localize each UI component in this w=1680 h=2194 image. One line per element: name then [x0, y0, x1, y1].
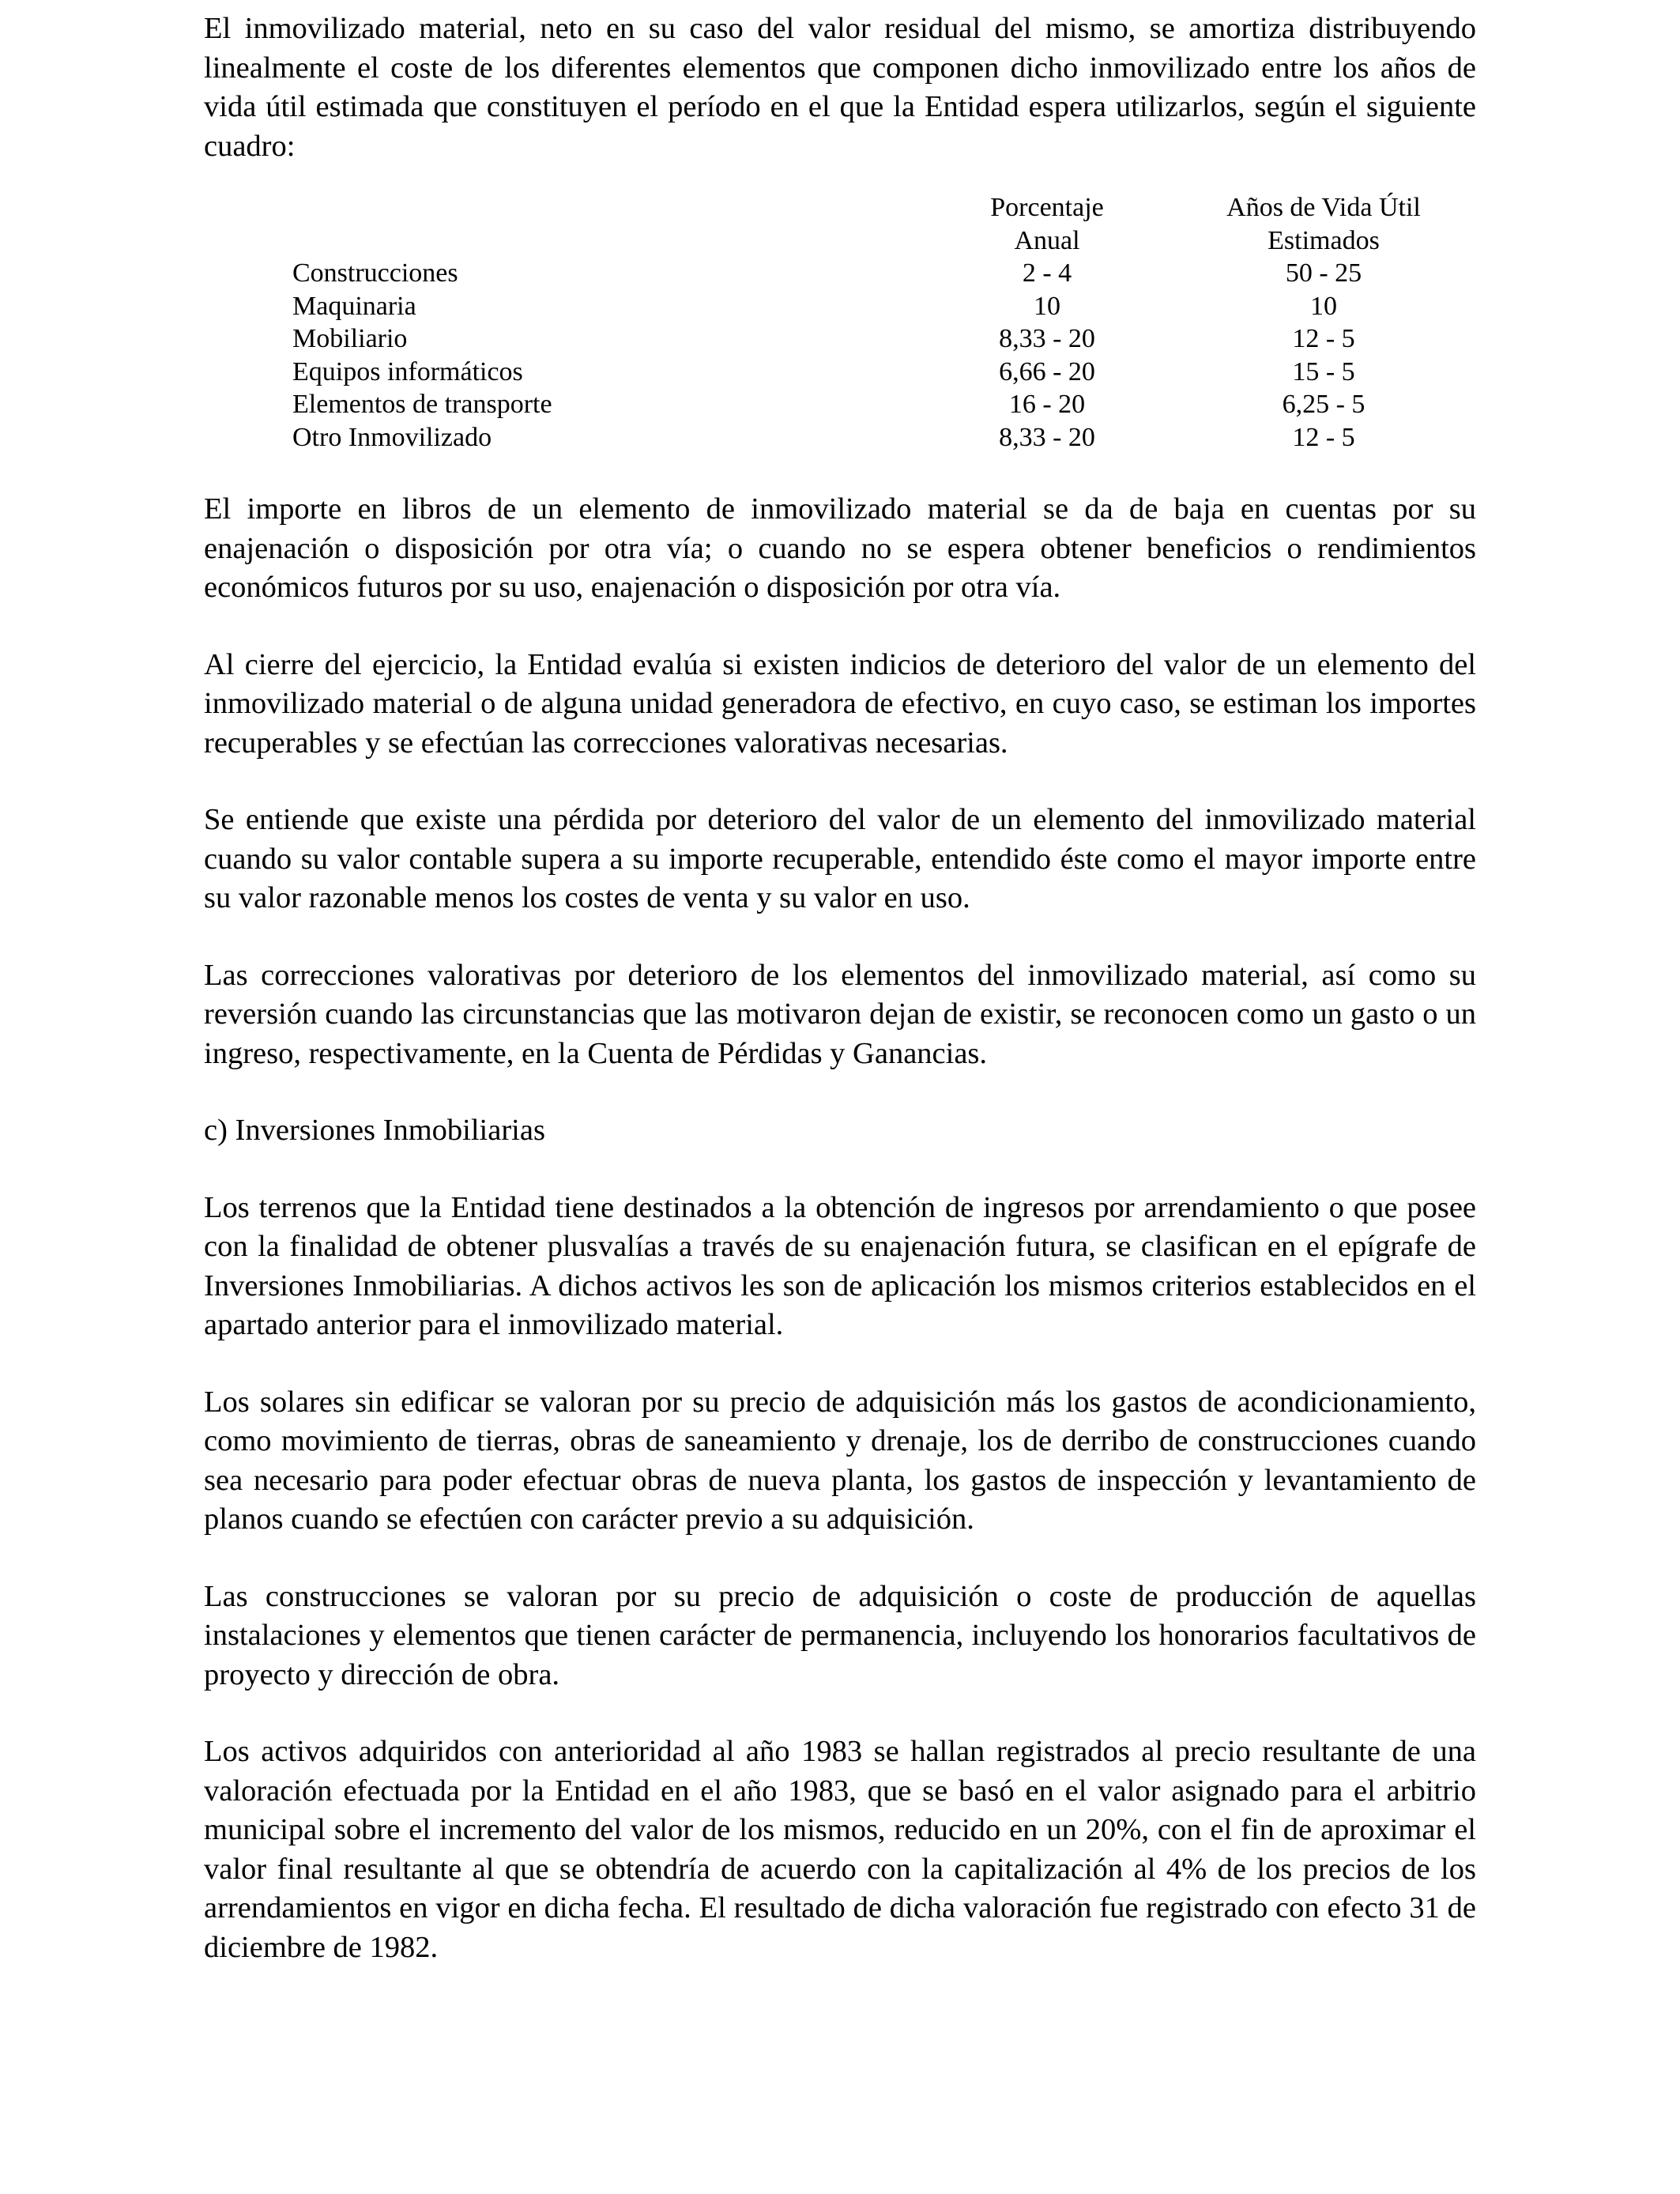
paragraph-valuation-corrections: Las correcciones valorativas por deterioro de los elementos del inmovilizado material, así como su reversión cuando las circunstancias que las motivaron dejan de existir, se reconocen como un gasto o un ingreso, respectivamente, en la Cuenta de Pérdidas y Ganancias. [204, 958, 1476, 1070]
row-percentage: 8,33 - 20 [999, 324, 1095, 353]
row-years: 15 - 5 [1292, 356, 1355, 386]
table-row [292, 257, 1470, 290]
paragraph-constructions-valuation: Las construcciones se valoran por su precio de adquisición o coste de producción de aquellas instalaciones y elementos que tienen carácter de permanencia, incluyendo los honorarios facultativos de proyecto y dirección de obra. [204, 1579, 1476, 1691]
row-percentage: 8,33 - 20 [999, 422, 1095, 452]
row-percentage: 10 [1034, 291, 1060, 321]
row-label: Maquinaria [292, 291, 416, 321]
paragraph-impairment-loss: Se entiende que existe una pérdida por deterioro del valor de un elemento del inmovilizado material cuando su valor contable supera a su importe recuperable, entendido éste como el mayor importe entre su valor razonable menos los costes de venta y su valor en uso. [204, 803, 1476, 914]
table-header-useful-life [1177, 191, 1470, 257]
paragraph-derecognition: El importe en libros de un elemento de inmovilizado material se da de baja en cuentas por su enajenación o disposición por otra vía; o cuando no se espera obtener beneficios o rendimientos económicos futuros por su uso, enajenación o disposición por otra vía. [204, 492, 1476, 604]
row-label: Equipos informáticos [292, 356, 523, 386]
table-header-percentage [917, 191, 1177, 257]
paragraph-amortization-intro: El inmovilizado material, neto en su caso del valor residual del mismo, se amortiza distribuyendo linealmente el coste de los diferentes elementos que componen dicho inmovilizado entre los años de vida útil estimada que constituyen el período en el que la Entidad espera utilizarlos, según el siguiente cuadro: [204, 12, 1476, 163]
row-percentage: 16 - 20 [1008, 390, 1086, 419]
row-label: Otro Inmovilizado [292, 422, 492, 452]
header-percentage-line-2: Anual [1014, 225, 1080, 255]
row-years: 12 - 5 [1292, 422, 1355, 452]
paragraph-undeveloped-plots: Los solares sin edificar se valoran por su precio de adquisición más los gastos de acondicionamiento, como movimiento de tierras, obras de saneamiento y drenaje, los de derribo de construcciones cuando sea necesario para poder efectuar obras de nueva planta, los gastos de inspección y levantamiento de planos cuando se efectúen con carácter previo a su adquisición. [204, 1385, 1476, 1536]
table-row [292, 356, 1470, 389]
paragraph-impairment-evaluation: Al cierre del ejercicio, la Entidad evalúa si existen indicios de deterioro del valor de un elemento del inmovilizado material o de alguna unidad generadora de efectivo, en cuyo caso, se estiman los importes recuperables y se efectúan las correcciones valorativas necesarias. [204, 647, 1476, 760]
table-row [292, 421, 1470, 454]
row-years: 50 - 25 [1285, 258, 1362, 288]
table-row [292, 322, 1470, 356]
section-heading-real-estate-investments: c) Inversiones Inmobiliarias [204, 1114, 545, 1147]
row-label: Mobiliario [292, 324, 408, 353]
row-years: 10 [1310, 291, 1337, 321]
header-years-line-1: Años de Vida Útil [1226, 193, 1421, 222]
header-percentage-line-1: Porcentaje [990, 193, 1104, 222]
document-page [204, 9, 1476, 1967]
paragraph-assets-before-1983: Los activos adquiridos con anterioridad al año 1983 se hallan registrados al precio resultante de una valoración efectuada por la Entidad en el año 1983, que se basó en el valor asignado para el arbitrio municipal sobre el incremento del valor de los mismos, reducido en un 20%, con el fin de aproximar el valor final resultante al que se obtendría de acuerdo con la capitalización al 4% de los precios de los arrendamientos en vigor en dicha fecha. El resultado de dicha valoración fue registrado con efecto 31 de diciembre de 1982. [204, 1735, 1476, 1964]
amortization-table [292, 191, 1470, 454]
row-label: Elementos de transporte [292, 390, 552, 419]
row-years: 12 - 5 [1292, 324, 1355, 353]
row-percentage: 2 - 4 [1022, 258, 1072, 288]
table-row [292, 388, 1470, 421]
row-label: Construcciones [292, 258, 458, 288]
row-percentage: 6,66 - 20 [999, 356, 1095, 386]
row-years: 6,25 - 5 [1282, 390, 1365, 419]
table-row [292, 290, 1470, 323]
amortization-table-block [204, 191, 1476, 454]
header-years-line-2: Estimados [1268, 225, 1380, 255]
paragraph-land-classification: Los terrenos que la Entidad tiene destinados a la obtención de ingresos por arrendamiento o que posee con la finalidad de obtener plusvalías a través de su enajenación futura, se clasifican en el epígrafe de Inversiones Inmobiliarias. A dichos activos les son de aplicación los mismos criterios establecidos en el apartado anterior para el inmovilizado material. [204, 1190, 1476, 1341]
table-header-label [292, 191, 917, 257]
table-header-row [292, 191, 1470, 257]
